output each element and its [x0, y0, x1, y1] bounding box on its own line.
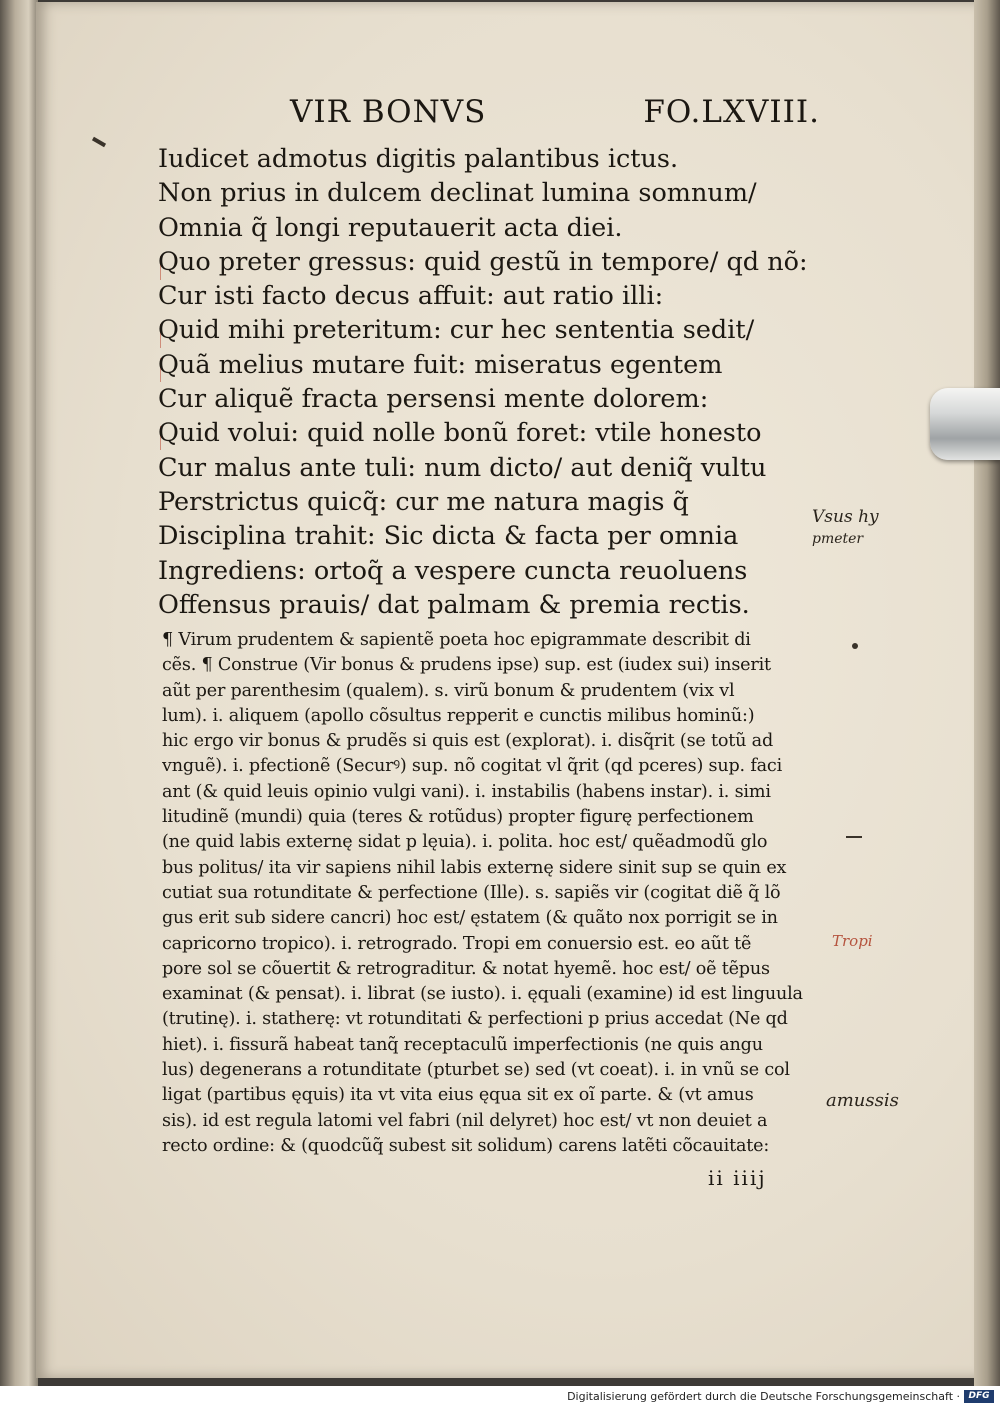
verse-line: Cur isti facto decus affuit: aut ratio illi:	[158, 281, 664, 312]
commentary-line: recto ordine: & (quodcũq̃ subest sit solidum) carens latẽti cõcauitate:	[162, 1135, 770, 1156]
dfg-logo: DFG	[964, 1390, 994, 1403]
verse-line: Omnia q̃ longi reputauerit acta diei.	[158, 212, 623, 243]
running-title: VIR BONVS	[290, 94, 487, 130]
commentary-line: cutiat sua rotunditate & perfectione (Ille). s. sapiẽs vir (cogitat diẽ q̃ lõ	[162, 882, 781, 903]
page-stack-edge	[974, 0, 1000, 1386]
commentary-line: ¶ Virum prudentem & sapientẽ poeta hoc epigrammate describit di	[162, 630, 751, 650]
facing-page-edge	[0, 0, 38, 1386]
verse-line: Ingrediens: ortoq̃ a vespere cuncta reuoluens	[158, 555, 748, 586]
commentary-line: litudinẽ (mundi) quia (teres & rotũdus) propter figurę perfectionem	[162, 807, 754, 828]
marginal-note	[812, 506, 879, 550]
digitization-credit	[567, 1390, 994, 1403]
commentary-line: (ne quid labis externę sidat p lęuia). i. polita. hoc est/ quẽadmodũ glo	[162, 832, 768, 853]
marginal-note: amussis	[826, 1090, 899, 1111]
verse-line: Quo preter gressus: quid gestũ in tempore/ qd nõ:	[158, 246, 808, 277]
verse-line: Perstrictus quicq̃: cur me natura magis q̃	[158, 486, 689, 517]
credit-text: Digitalisierung gefördert durch die Deutsche Forschungsgemeinschaft ·	[567, 1390, 960, 1403]
verse-line: Quã melius mutare fuit: miseratus egentem	[158, 349, 723, 380]
margin-dash	[846, 836, 862, 838]
verse-line: Cur malus ante tuli: num dicto/ aut deniq̃ vultu	[158, 452, 767, 483]
commentary-line: pore sol se cõuertit & retrograditur. & notat hyemẽ. hoc est/ oẽ tẽpus	[162, 958, 770, 979]
commentary-line: lus) degenerans a rotunditate (pturbet se) sed (vt coeat). i. in vnũ se col	[162, 1060, 790, 1081]
marginal-note-red: Tropi	[832, 932, 873, 950]
commentary-line: hiet). i. fissurã habeat tanq̃ receptaculũ imperfectionis (ne quis angu	[162, 1034, 763, 1055]
verse-line: Cur aliquẽ fracta persensi mente dolorem:	[158, 384, 709, 415]
verse-line: Offensus prauis/ dat palmam & premia rectis.	[158, 589, 750, 620]
commentary-line: aũt per parenthesim (qualem). s. virũ bonum & prudentem (vix vl	[162, 680, 735, 701]
verse-line: Disciplina trahit: Sic dicta & facta per omnia	[158, 521, 739, 552]
commentary-line: (trutinę). i. statherę: vt rotunditati & perfectioni p prius accedat (Ne qd	[162, 1009, 788, 1030]
commentary-line: sis). id est regula latomi vel fabri (nil delyret) hoc est/ vt non deuiet a	[162, 1110, 768, 1131]
commentary-line: vnguẽ). i. pfectionẽ (Securꝰ) sup. nõ cogitat vl q̃rit (qd pceres) sup. faci	[162, 756, 783, 777]
commentary-line: cẽs. ¶ Construe (Vir bonus & prudens ipse) sup. est (iudex sui) inserit	[162, 655, 771, 676]
commentary-line: hic ergo vir bonus & prudẽs si quis est (explorat). i. disq̃rit (se totũ ad	[162, 731, 774, 752]
marginal-note-line: Vsus hy	[812, 507, 879, 527]
page-holder-clip	[930, 388, 1000, 460]
verse-block	[158, 142, 838, 622]
verse-line: Iudicet admotus digitis palantibus ictus.	[158, 144, 679, 174]
commentary-line: capricorno tropico). i. retrogrado. Tropi em conuersio est. eo aũt tẽ	[162, 933, 752, 954]
commentary-line: ligat (partibus ęquis) ita vt vita eius ęqua sit ex oĩ parte. & (vt amus	[162, 1085, 754, 1106]
verse-line: Quid mihi preteritum: cur hec sententia sedit/	[158, 315, 755, 346]
commentary-line: examinat (& pensat). i. librat (se iusto). i. ęquali (examine) id est linguula	[162, 984, 803, 1005]
commentary-block	[162, 628, 822, 1159]
marginal-note-line: pmeter	[812, 531, 864, 547]
folio-number: FO.LXVIII.	[643, 94, 820, 130]
page-header	[290, 94, 820, 144]
verse-line: Quid volui: quid nolle bonũ foret: vtile honesto	[158, 418, 762, 449]
margin-dash	[852, 643, 858, 649]
signature-mark: ii iiij	[708, 1166, 767, 1190]
commentary-line: gus erit sub sidere cancri) hoc est/ ęstatem (& quãto nox porrigit se in	[162, 908, 778, 929]
commentary-line: ant (& quid leuis opinio vulgi vani). i. instabilis (habens instar). i. simi	[162, 781, 771, 802]
commentary-line: lum). i. aliquem (apollo cõsultus repperit e cunctis milibus hominũ:)	[162, 705, 755, 726]
commentary-line: bus politus/ ita vir sapiens nihil labis externę sidere sinit sup se quin ex	[162, 857, 787, 878]
verse-line: Non prius in dulcem declinat lumina somnum/	[158, 178, 757, 209]
